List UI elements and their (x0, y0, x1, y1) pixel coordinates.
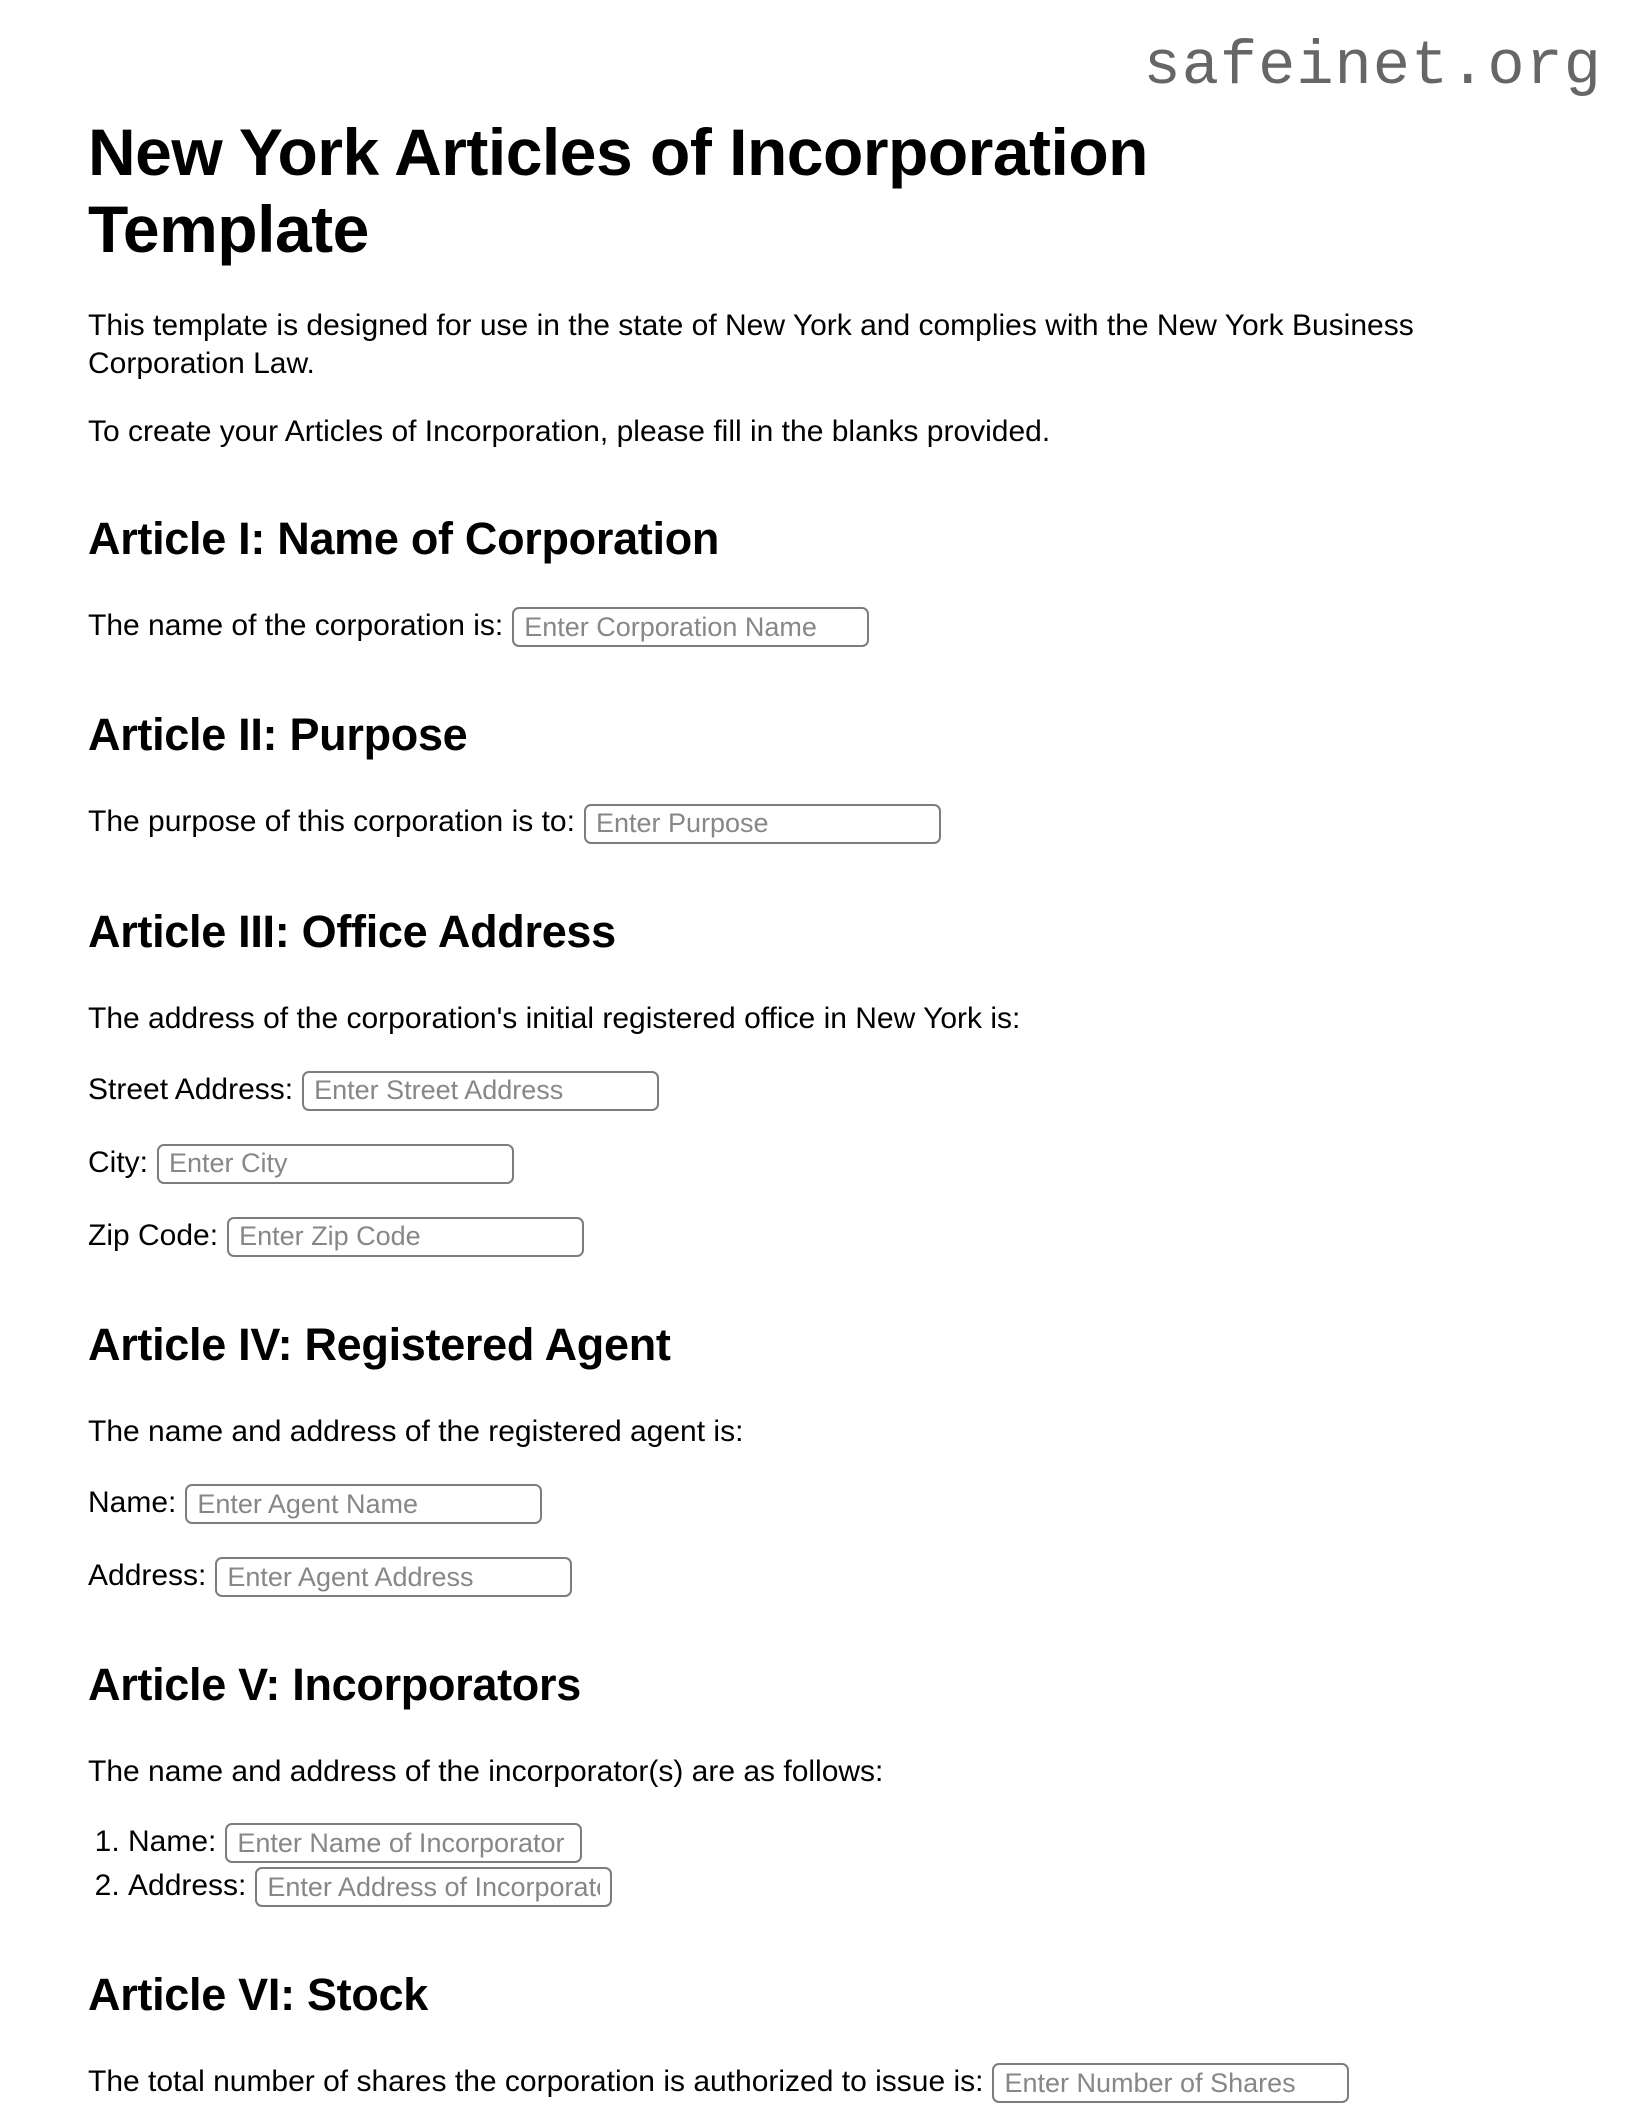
city-input[interactable] (157, 1144, 514, 1184)
page-title: New York Articles of Incorporation Template (88, 115, 1148, 266)
article-1-heading: Article I: Name of Corporation (88, 513, 720, 565)
shares-label: The total number of shares the corporation is authorized to issue is: (88, 2065, 984, 2099)
agent-name-label: Name: (88, 1485, 177, 1519)
incorporator-name-label: Name: (128, 1825, 217, 1859)
corporation-name-row (88, 607, 1556, 647)
intro-paragraph-1: This template is designed for use in the state of New York and complies with the New York Business Corporation Law. (88, 309, 1414, 381)
purpose-label: The purpose of this corporation is to: (88, 805, 575, 839)
agent-address-input[interactable] (215, 1557, 572, 1597)
street-address-row (88, 1071, 1556, 1111)
agent-address-label: Address: (88, 1559, 207, 1593)
zip-code-input[interactable] (227, 1217, 584, 1257)
zip-code-row (88, 1217, 1556, 1257)
agent-name-row (88, 1484, 1556, 1524)
article-6-heading: Article VI: Stock (88, 1969, 429, 2021)
zip-code-label: Zip Code: (88, 1218, 219, 1252)
corporation-name-input[interactable] (512, 607, 869, 647)
city-row (88, 1144, 1556, 1184)
office-address-intro: The address of the corporation's initial registered office in New York is: (88, 1001, 1021, 1035)
agent-address-row (88, 1557, 1556, 1597)
corporation-name-label: The name of the corporation is: (88, 609, 504, 643)
city-label: City: (88, 1145, 148, 1179)
street-address-input[interactable] (302, 1071, 659, 1111)
incorporator-name-item (128, 1821, 1556, 1863)
registered-agent-intro: The name and address of the registered agent is: (88, 1414, 744, 1448)
incorporators-list (88, 1821, 1556, 1907)
incorporator-address-input[interactable] (255, 1867, 612, 1907)
purpose-row (88, 803, 1556, 843)
incorporators-intro: The name and address of the incorporator(s) are as follows: (88, 1755, 884, 1789)
site-logo: safeinet.org (1143, 31, 1602, 102)
purpose-input[interactable] (584, 804, 941, 844)
intro-paragraph-2: To create your Articles of Incorporation, please fill in the blanks provided. (88, 415, 1051, 449)
street-address-label: Street Address: (88, 1072, 294, 1106)
article-2-heading: Article II: Purpose (88, 709, 468, 761)
incorporator-name-input[interactable] (225, 1823, 582, 1863)
shares-row (88, 2063, 1556, 2103)
incorporator-address-label: Address: (128, 1869, 247, 1903)
shares-input[interactable] (992, 2063, 1349, 2103)
incorporator-address-item (128, 1865, 1556, 1907)
article-4-heading: Article IV: Registered Agent (88, 1318, 671, 1370)
article-5-heading: Article V: Incorporators (88, 1659, 581, 1711)
agent-name-input[interactable] (185, 1484, 542, 1524)
article-3-heading: Article III: Office Address (88, 905, 616, 957)
